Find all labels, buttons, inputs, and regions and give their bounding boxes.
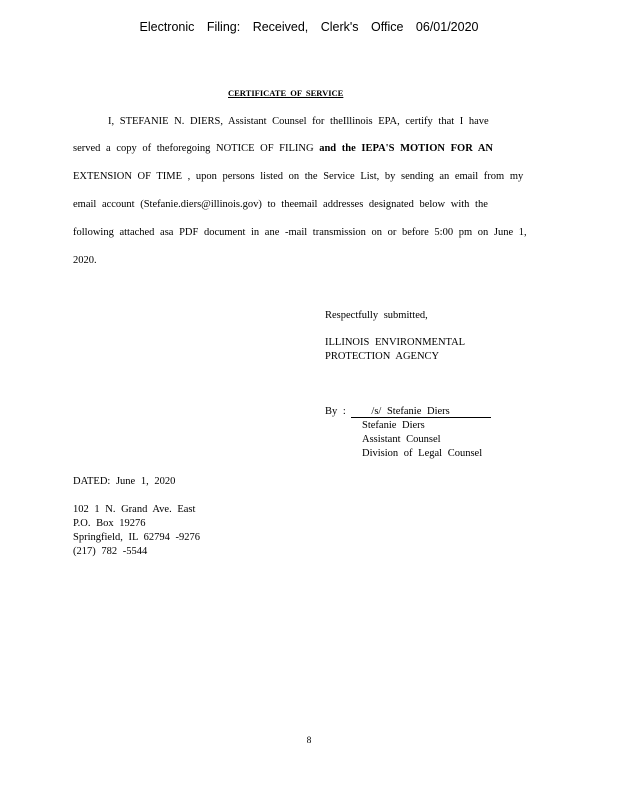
dated: DATED: June 1, 2020	[73, 476, 176, 487]
motion-title: and the IEPA'S MOTION FOR AN	[319, 143, 493, 154]
closing: Respectfully submitted,	[325, 310, 428, 321]
page-number: 8	[306, 736, 312, 746]
body-line-3: EXTENSION OF TIME , upon persons listed on the Service List, by sending an email from my	[73, 171, 524, 182]
address-line-4: (217) 782 -5544	[73, 546, 148, 557]
address-line-2: P.O. Box 19276	[73, 518, 146, 529]
body-line-5: following attached asa PDF document in ane -mail transmission on or before 5:00 pm on June 1,	[73, 227, 527, 238]
body-line-2	[73, 143, 493, 154]
body-line-6: 2020.	[73, 255, 97, 266]
address-line-3: Springfield, IL 62794 -9276	[73, 532, 201, 543]
signer-name: Stefanie Diers	[362, 420, 425, 431]
body-line-4: email account (Stefanie.diers@illinois.gov) to theemail addresses designated below with the	[73, 199, 488, 210]
body-line-2-text: served a copy of theforegoing NOTICE OF FILING	[73, 143, 314, 154]
certificate-title: CERTIFICATE OF SERVICE	[228, 88, 344, 98]
signature-line	[325, 406, 491, 418]
by-label: By :	[325, 406, 346, 417]
signer-division: Division of Legal Counsel	[362, 448, 483, 459]
address-line-1: 102 1 N. Grand Ave. East	[73, 504, 196, 515]
agency-line-2: PROTECTION AGENCY	[325, 351, 440, 362]
agency-line-1: ILLINOIS ENVIRONMENTAL	[325, 337, 466, 348]
signer-role: Assistant Counsel	[362, 434, 441, 445]
filing-header: Electronic Filing: Received, Clerk's Office 06/01/2020	[139, 20, 479, 34]
electronic-signature: /s/ Stefanie Diers	[351, 406, 491, 418]
body-line-1: I, STEFANIE N. DIERS, Assistant Counsel for theIllinois EPA, certify that I have	[108, 116, 489, 127]
